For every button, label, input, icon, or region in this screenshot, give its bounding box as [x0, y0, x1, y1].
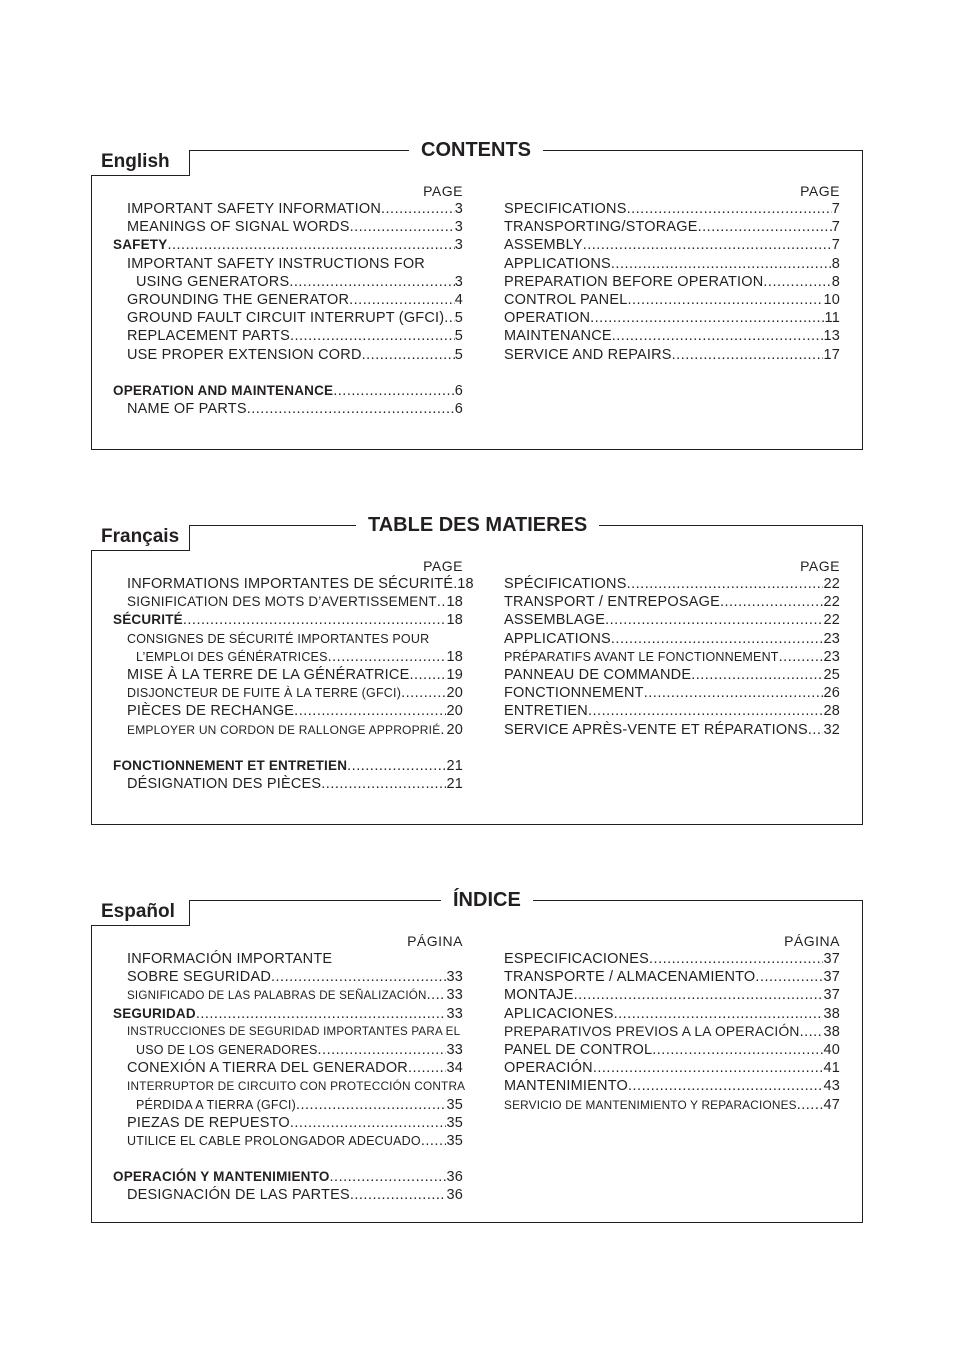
toc-entry[interactable]: OPERATION ..... 11 — [504, 309, 840, 327]
toc-page-number: 36 — [446, 1187, 463, 1204]
toc-column-left — [113, 182, 463, 418]
page-column-header: PÁGINA — [407, 933, 463, 949]
toc-entry[interactable]: REPLACEMENT PARTS ..... 5 — [113, 327, 463, 345]
toc-entry[interactable]: APPLICATIONS ..... 23 — [504, 630, 840, 648]
toc-page-number: 18 — [446, 612, 463, 629]
toc-entry[interactable]: TRANSPORTING/STORAGE ..... 7 — [504, 218, 840, 236]
toc-entry[interactable]: FONCTIONNEMENT ..... 26 — [504, 684, 840, 702]
toc-page-number: 21 — [446, 776, 463, 793]
toc-entry[interactable]: PANEL DE CONTROL ..... 40 — [504, 1041, 840, 1059]
toc-entry[interactable]: PREPARATIVOS PREVIOS A LA OPERACIÓN ..... 38 — [504, 1023, 840, 1041]
toc-entry[interactable]: NAME OF PARTS ..... 6 — [113, 400, 463, 418]
toc-page-number: 43 — [823, 1078, 840, 1095]
toc-entry[interactable]: MONTAJE ..... 37 — [504, 986, 840, 1004]
toc-page-number: 36 — [446, 1169, 463, 1186]
toc-entry[interactable]: SEGURIDAD ..... 33 — [113, 1005, 463, 1023]
page-column-header: PAGE — [800, 183, 840, 199]
toc-entry[interactable]: ESPECIFICACIONES ..... 37 — [504, 950, 840, 968]
toc-page-number: 6 — [454, 382, 463, 399]
toc-page-number: 37 — [823, 987, 840, 1004]
toc-entry[interactable]: SERVICE APRÈS-VENTE ET RÉPARATIONS ..... 32 — [504, 721, 840, 739]
toc-entry[interactable]: PREPARATION BEFORE OPERATION ..... 8 — [504, 273, 840, 291]
toc-entry[interactable]: IMPORTANT SAFETY INFORMATION ..... 3 — [113, 200, 463, 218]
toc-page-number: 41 — [823, 1060, 840, 1077]
toc-entry[interactable]: SÉCURITÉ ..... 18 — [113, 611, 463, 629]
language-tab: Español — [91, 900, 190, 926]
toc-entry[interactable]: INTERRUPTOR DE CIRCUITO CON PROTECCIÓN CONTRA — [127, 1079, 466, 1094]
toc-entry[interactable]: MANTENIMIENTO ..... 43 — [504, 1077, 840, 1095]
toc-entry[interactable]: PIEZAS DE REPUESTO ..... 35 — [113, 1114, 463, 1132]
toc-entry[interactable]: TRANSPORT / ENTREPOSAGE ..... 22 — [504, 593, 840, 611]
toc-entry[interactable]: GROUND FAULT CIRCUIT INTERRUPT (GFCI) ..... 5 — [113, 309, 463, 327]
toc-entry[interactable]: L’EMPLOI DES GÉNÉRATRICES ..... 18 — [113, 648, 463, 666]
toc-page-number: 7 — [831, 201, 840, 217]
toc-page-number: 34 — [446, 1060, 463, 1077]
toc-entry[interactable]: CONEXIÓN A TIERRA DEL GENERADOR ..... 34 — [113, 1059, 463, 1077]
toc-page-number: 3 — [454, 201, 463, 217]
toc-page-number: 20 — [446, 703, 463, 720]
language-tab: English — [91, 150, 190, 176]
toc-page-number: 33 — [446, 969, 463, 986]
toc-page-number: 5 — [454, 346, 463, 363]
toc-page-number: 23 — [823, 630, 840, 647]
toc-entry[interactable]: TRANSPORTE / ALMACENAMIENTO ..... 37 — [504, 968, 840, 986]
toc-entry[interactable]: PÉRDIDA A TIERRA (GFCI) ..... 35 — [113, 1096, 463, 1114]
toc-entry[interactable]: SPECIFICATIONS ..... 7 — [504, 200, 840, 218]
toc-page-number: 40 — [823, 1041, 840, 1058]
toc-entry[interactable]: APLICACIONES ..... 38 — [504, 1005, 840, 1023]
page-column-header: PAGE — [800, 558, 840, 574]
toc-page-number: 19 — [446, 666, 463, 683]
toc-page-number: 33 — [446, 1041, 463, 1058]
toc-page-number: 8 — [831, 273, 840, 290]
page-column-header: PÁGINA — [784, 933, 840, 949]
toc-page-number: 4 — [454, 291, 463, 308]
toc-page-number: 32 — [823, 721, 840, 738]
toc-page-number: 18 — [457, 576, 474, 592]
toc-page-number: 5 — [454, 310, 463, 327]
toc-entry[interactable]: PIÈCES DE RECHANGE ..... 20 — [113, 702, 463, 720]
toc-entry[interactable]: SIGNIFICATION DES MOTS D’AVERTISSEMENT ..... 18 — [113, 593, 463, 611]
toc-page-number: 38 — [823, 1005, 840, 1022]
toc-page-number: 13 — [823, 328, 840, 345]
toc-entry[interactable]: USE PROPER EXTENSION CORD ..... 5 — [113, 346, 463, 364]
section-title: TABLE DES MATIERES — [356, 512, 599, 538]
toc-page-number: 35 — [446, 1132, 463, 1149]
toc-column-right — [504, 557, 840, 739]
toc-entry[interactable]: OPERACIÓN Y MANTENIMIENTO ..... 36 — [113, 1168, 463, 1186]
toc-page-number: 10 — [823, 291, 840, 308]
contents-section-spanish — [91, 889, 863, 1223]
toc-page-number: 18 — [446, 648, 463, 665]
contents-section-french — [91, 514, 863, 825]
page-column-header: PAGE — [423, 183, 463, 199]
toc-page-number: 35 — [446, 1114, 463, 1131]
toc-entry[interactable]: SOBRE SEGURIDAD ..... 33 — [113, 968, 463, 986]
toc-entry[interactable]: UTILICE EL CABLE PROLONGADOR ADECUADO ..... 35 — [113, 1132, 463, 1150]
toc-column-left — [113, 932, 466, 1205]
toc-entry[interactable]: SPÉCIFICATIONS ..... 22 — [504, 575, 840, 593]
toc-page-number: 23 — [823, 648, 840, 665]
toc-entry[interactable]: APPLICATIONS ..... 8 — [504, 255, 840, 273]
toc-page-number: 22 — [823, 612, 840, 629]
toc-entry[interactable]: OPERATION AND MAINTENANCE ..... 6 — [113, 382, 463, 400]
toc-entry[interactable]: ASSEMBLY ..... 7 — [504, 236, 840, 254]
section-title: ÍNDICE — [441, 887, 533, 913]
toc-page-number: 25 — [823, 666, 840, 683]
toc-page-number: 33 — [446, 1005, 463, 1022]
toc-entry[interactable]: FONCTIONNEMENT ET ENTRETIEN ..... 21 — [113, 757, 463, 775]
toc-entry[interactable]: ASSEMBLAGE ..... 22 — [504, 611, 840, 629]
toc-page-number: 22 — [823, 594, 840, 611]
toc-entry[interactable]: IMPORTANT SAFETY INSTRUCTIONS FOR — [127, 255, 425, 272]
toc-entry[interactable]: ENTRETIEN ..... 28 — [504, 702, 840, 720]
language-tab: Français — [91, 525, 190, 551]
toc-page-number: 3 — [454, 237, 463, 254]
toc-page-number: 26 — [823, 685, 840, 702]
toc-page-number: 8 — [831, 255, 840, 272]
toc-entry[interactable]: EMPLOYER UN CORDON DE RALLONGE APPROPRIÉ ..... 20 — [113, 721, 463, 739]
toc-column-right — [504, 182, 840, 364]
toc-page-number: 11 — [824, 310, 840, 327]
toc-page-number: 47 — [823, 1096, 840, 1113]
toc-page-number: 3 — [454, 273, 463, 290]
toc-page-number: 7 — [831, 237, 840, 254]
toc-entry[interactable]: INFORMACIÓN IMPORTANTE — [127, 951, 333, 967]
toc-entry[interactable]: USO DE LOS GENERADORES ..... 33 — [113, 1041, 463, 1059]
toc-page-number: 17 — [823, 346, 840, 363]
toc-entry[interactable]: PRÉPARATIFS AVANT LE FONCTIONNEMENT ..... 23 — [504, 648, 840, 666]
toc-page-number: 7 — [831, 219, 840, 236]
toc-entry[interactable]: OPERACIÓN ..... 41 — [504, 1059, 840, 1077]
toc-page-number: 37 — [823, 951, 840, 967]
toc-entry[interactable]: PANNEAU DE COMMANDE ..... 25 — [504, 666, 840, 684]
toc-entry[interactable]: USING GENERATORS ..... 3 — [113, 273, 463, 291]
toc-page-number: 3 — [454, 219, 463, 236]
toc-page-number: 20 — [446, 721, 463, 738]
toc-entry[interactable]: SERVICE AND REPAIRS ..... 17 — [504, 346, 840, 364]
toc-entry[interactable]: MISE À LA TERRE DE LA GÉNÉRATRICE ..... 19 — [113, 666, 463, 684]
toc-page-number: 22 — [823, 576, 840, 592]
toc-page-number: 35 — [446, 1096, 463, 1113]
toc-page-number: 21 — [446, 757, 463, 774]
toc-page-number: 20 — [446, 685, 463, 702]
toc-entry[interactable]: CONSIGNES DE SÉCURITÉ IMPORTANTES POUR — [127, 631, 430, 646]
section-title: CONTENTS — [409, 137, 543, 163]
toc-entry[interactable]: CONTROL PANEL ..... 10 — [504, 291, 840, 309]
toc-entry[interactable]: SERVICIO DE MANTENIMIENTO Y REPARACIONES ..... 47 — [504, 1096, 840, 1114]
toc-page-number: 37 — [823, 969, 840, 986]
toc-page-number: 38 — [823, 1023, 840, 1040]
toc-entry[interactable]: MEANINGS OF SIGNAL WORDS ..... 3 — [113, 218, 463, 236]
toc-entry[interactable]: INFORMATIONS IMPORTANTES DE SÉCURITÉ ..... 18 — [113, 575, 463, 593]
page-column-header: PAGE — [423, 558, 463, 574]
toc-column-right — [504, 932, 840, 1114]
toc-page-number: 33 — [446, 987, 463, 1004]
toc-page-number: 18 — [446, 594, 463, 611]
toc-column-left — [113, 557, 474, 793]
toc-entry[interactable]: DISJONCTEUR DE FUITE À LA TERRE (GFCI) ..... 20 — [113, 684, 463, 702]
toc-entry[interactable]: SAFETY ..... 3 — [113, 236, 463, 254]
toc-entry[interactable]: MAINTENANCE ..... 13 — [504, 327, 840, 345]
toc-entry[interactable]: DÉSIGNATION DES PIÈCES ..... 21 — [113, 775, 463, 793]
toc-entry[interactable]: GROUNDING THE GENERATOR ..... 4 — [113, 291, 463, 309]
contents-section-english — [91, 139, 863, 450]
toc-entry[interactable]: SIGNIFICADO DE LAS PALABRAS DE SEÑALIZACIÓN ..... 33 — [113, 986, 463, 1004]
toc-page-number: 28 — [823, 703, 840, 720]
toc-entry[interactable]: DESIGNACIÓN DE LAS PARTES ..... 36 — [113, 1186, 463, 1204]
toc-page-number: 6 — [454, 401, 463, 418]
toc-page-number: 5 — [454, 328, 463, 345]
toc-entry[interactable]: INSTRUCCIONES DE SEGURIDAD IMPORTANTES PARA EL — [127, 1024, 461, 1038]
